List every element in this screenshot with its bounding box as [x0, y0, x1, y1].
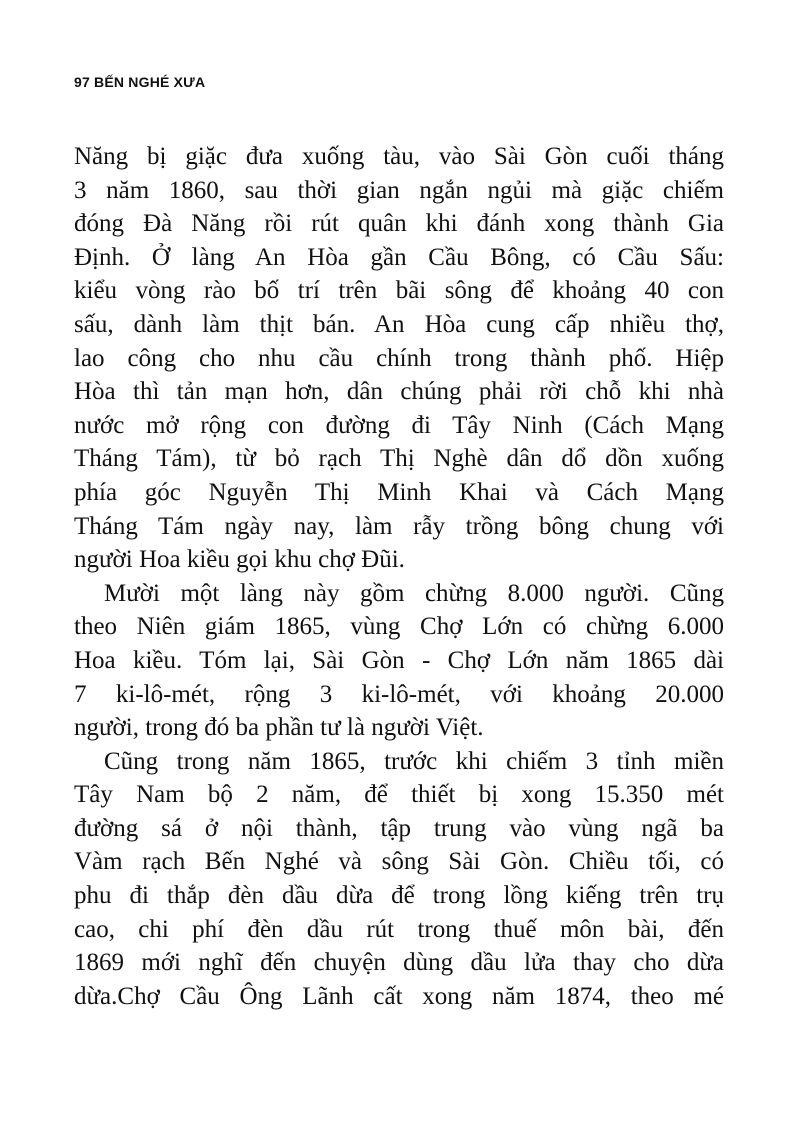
text-line: Định. Ở làng An Hòa gần Cầu Bông, có Cầu Sấu:: [74, 243, 724, 271]
text-line: 7 ki-lô-mét, rộng 3 ki-lô-mét, với khoảng 20.000: [74, 680, 724, 708]
text-line: Tháng Tám), từ bỏ rạch Thị Nghè dân dổ dồn xuống: [74, 445, 724, 473]
text-line: người, trong đó ba phần tư là người Việt.: [74, 714, 484, 742]
paragraph: [74, 140, 724, 577]
text-line: lao công cho nhu cầu chính trong thành phố. Hiệp: [74, 344, 724, 372]
text-line: 3 năm 1860, sau thời gian ngắn ngủi mà giặc chiếm: [74, 176, 724, 204]
text-line: phía góc Nguyễn Thị Minh Khai và Cách Mạng: [74, 478, 724, 506]
text-line: Mười một làng này gồm chừng 8.000 người. Cũng: [104, 579, 724, 607]
text-line: sấu, dành làm thịt bán. An Hòa cung cấp nhiều thợ,: [74, 310, 724, 338]
text-line: phu đi thắp đèn dầu dừa để trong lồng kiếng trên trụ: [74, 882, 724, 910]
text-line: dừa.Chợ Cầu Ông Lãnh cất xong năm 1874, theo mé: [74, 982, 724, 1010]
text-line: Hoa kiều. Tóm lại, Sài Gòn - Chợ Lớn năm 1865 dài: [74, 646, 724, 674]
paragraph: [74, 577, 724, 745]
text-line: Tháng Tám ngày nay, làm rẫy trồng bông chung với: [74, 512, 724, 540]
text-line: người Hoa kiều gọi khu chợ Đũi.: [74, 546, 405, 574]
body-text: [74, 140, 724, 1013]
text-line: Năng bị giặc đưa xuống tàu, vào Sài Gòn cuối tháng: [74, 143, 724, 170]
text-line: Tây Nam bộ 2 năm, để thiết bị xong 15.350 mét: [74, 781, 724, 809]
text-line: 1869 mới nghĩ đến chuyện dùng dầu lửa thay cho dừa: [74, 949, 724, 977]
text-line: Cũng trong năm 1865, trước khi chiếm 3 tỉnh miền: [104, 747, 724, 775]
text-line: theo Niên giám 1865, vùng Chợ Lớn có chừng 6.000: [74, 613, 724, 641]
paragraph: [74, 745, 724, 1014]
text-line: Hòa thì tản mạn hơn, dân chúng phải rời chỗ khi nhà: [74, 378, 724, 406]
text-line: nước mở rộng con đường đi Tây Ninh (Cách Mạng: [74, 411, 724, 439]
running-head: 97 BẾN NGHÉ XƯA: [74, 74, 206, 90]
text-line: Vàm rạch Bến Nghé và sông Sài Gòn. Chiều tối, có: [74, 848, 724, 876]
text-line: đóng Đà Năng rồi rút quân khi đánh xong thành Gia: [74, 210, 724, 238]
text-line: đường sá ở nội thành, tập trung vào vùng ngã ba: [74, 814, 724, 842]
text-line: kiểu vòng rào bố trí trên bãi sông để khoảng 40 con: [74, 277, 724, 305]
text-line: cao, chi phí đèn dầu rút trong thuế môn bài, đến: [74, 915, 724, 943]
